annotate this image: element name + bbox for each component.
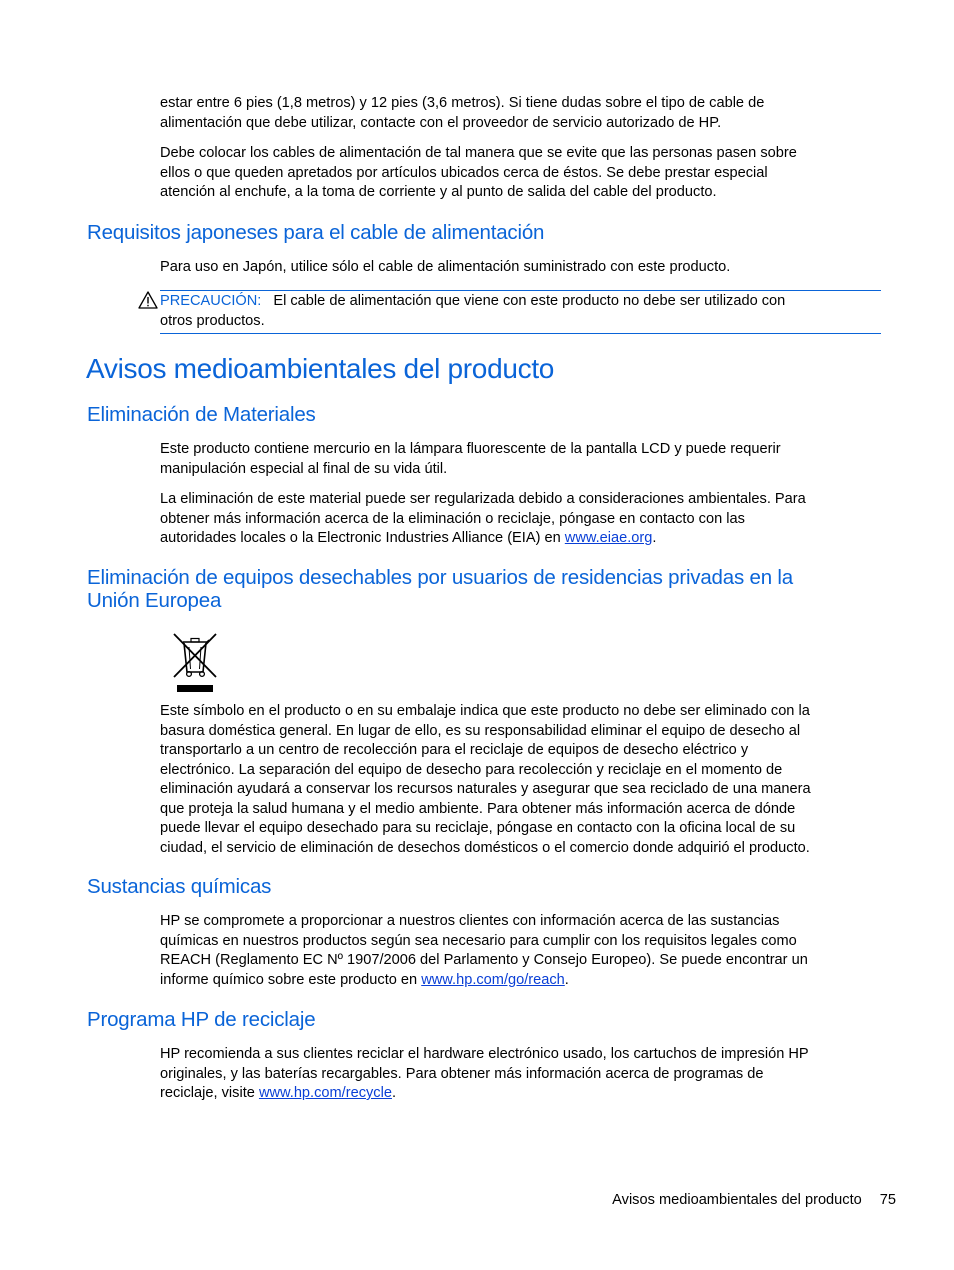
text-line: puede llevar el equipo desechado para su reciclaje, póngase en contacto con la oficina local de su bbox=[160, 820, 796, 836]
eiae-link[interactable]: www.eiae.org bbox=[564, 530, 653, 546]
text-line: obtener más información acerca de la eliminación o reciclaje, póngase en contacto con las bbox=[160, 510, 745, 527]
eu-paragraph bbox=[160, 702, 882, 858]
text-line: autoridades locales o la Electronic Industries Alliance (EIA) en bbox=[160, 530, 565, 546]
text-line: . bbox=[652, 530, 657, 546]
text-line: originales, y las baterías recargables. Para obtener más información acerca de programas de bbox=[160, 1065, 764, 1082]
caution-label: PRECAUCIÓN: bbox=[160, 293, 262, 309]
intro-paragraph-1 bbox=[160, 94, 882, 133]
text-line: atención al enchufe, a la toma de corriente y al punto de salida del cable del producto. bbox=[160, 184, 717, 200]
intro-paragraph-2 bbox=[160, 144, 882, 203]
eu-heading bbox=[87, 566, 793, 612]
japan-paragraph: Para uso en Japón, utilice sólo el cable de alimentación suministrado con este producto. bbox=[160, 259, 731, 275]
text-line: Este símbolo en el producto o en su embalaje indica que este producto no debe ser eliminado con la bbox=[160, 703, 810, 719]
crossed-out-wheelie-bin-icon bbox=[172, 632, 218, 694]
text-line: La eliminación de este material puede ser regularizada debido a consideraciones ambientales. Para bbox=[160, 491, 806, 507]
text-line: estar entre 6 pies (1,8 metros) y 12 pies (3,6 metros). Si tiene dudas sobre el tipo de cable de bbox=[160, 95, 765, 111]
text-line: electrónico. La separación del equipo de desecho para recolección y reciclaje en el momento de bbox=[160, 761, 783, 778]
text-line: transportarlo a un centro de recolección para el reciclaje de equipos de desecho eléctrico y bbox=[160, 742, 749, 758]
reach-link[interactable]: www.hp.com/go/reach bbox=[421, 971, 565, 988]
caution-text: otros productos. bbox=[160, 312, 265, 329]
text-line: ciudad, el servicio de eliminación de desechos domésticos o el comercio donde adquirió el producto. bbox=[160, 839, 810, 856]
text-line: ellos o que queden apretados por artículos ubicados cerca de éstos. Se debe prestar especial bbox=[160, 164, 768, 181]
text-line: reciclaje, visite bbox=[160, 1085, 259, 1101]
materials-paragraph-2 bbox=[160, 490, 882, 549]
recycle-heading: Programa HP de reciclaje bbox=[87, 1008, 316, 1031]
materials-paragraph-1 bbox=[160, 440, 882, 479]
heading-line: Unión Europea bbox=[87, 589, 222, 612]
recycle-link[interactable]: www.hp.com/recycle bbox=[258, 1085, 392, 1101]
text-line: químicas en nuestros productos según sea necesario para cumplir con los requisitos legales como bbox=[160, 932, 797, 949]
recycle-paragraph bbox=[160, 1045, 882, 1104]
text-line: alimentación que debe utilizar, contacte con el proveedor de servicio autorizado de HP. bbox=[160, 114, 722, 131]
chem-paragraph bbox=[160, 912, 882, 990]
chem-heading: Sustancias químicas bbox=[87, 875, 272, 898]
text-line: que proteja la salud humana y el medio ambiente. Para obtener más información acerca de dónde bbox=[160, 800, 796, 817]
text-line: HP recomienda a sus clientes reciclar el hardware electrónico usado, los cartuchos de impresión HP bbox=[160, 1046, 809, 1062]
text-line: Debe colocar los cables de alimentación de tal manera que se evite que las personas pasen sobre bbox=[160, 145, 797, 161]
text-line: Este producto contiene mercurio en la lámpara fluorescente de la pantalla LCD y puede requerir bbox=[160, 441, 781, 457]
caution-box bbox=[160, 290, 881, 334]
warning-triangle-icon bbox=[138, 291, 158, 309]
materials-heading: Eliminación de Materiales bbox=[87, 403, 316, 426]
text-line: informe químico sobre este producto en bbox=[160, 971, 422, 988]
japan-heading: Requisitos japoneses para el cable de alimentación bbox=[87, 221, 545, 244]
footer-section-title: Avisos medioambientales del producto bbox=[612, 1192, 862, 1208]
page-number: 75 bbox=[879, 1192, 896, 1208]
text-line: . bbox=[391, 1085, 397, 1101]
text-line: manipulación especial al final de su vida útil. bbox=[160, 460, 448, 477]
heading-line: Eliminación de equipos desechables por usuarios de residencias privadas en la bbox=[87, 566, 793, 589]
caution-text: El cable de alimentación que viene con este producto no debe ser utilizado con bbox=[273, 293, 786, 309]
text-line: HP se compromete a proporcionar a nuestros clientes con información acerca de las sustancias bbox=[160, 913, 780, 929]
text-line: REACH (Reglamento EC Nº 1907/2006 del Parlamento y Consejo Europeo). Se puede encontrar un bbox=[160, 952, 808, 968]
page-footer bbox=[612, 1191, 896, 1210]
page-title: Avisos medioambientales del producto bbox=[86, 353, 555, 384]
text-line: . bbox=[564, 971, 569, 988]
text-line: eliminación ayudará a conservar los recursos naturales y asegurar que sea reciclado de una manera bbox=[160, 781, 811, 797]
text-line: basura doméstica general. En lugar de ello, es su responsabilidad eliminar el equipo de desecho al bbox=[160, 722, 801, 739]
